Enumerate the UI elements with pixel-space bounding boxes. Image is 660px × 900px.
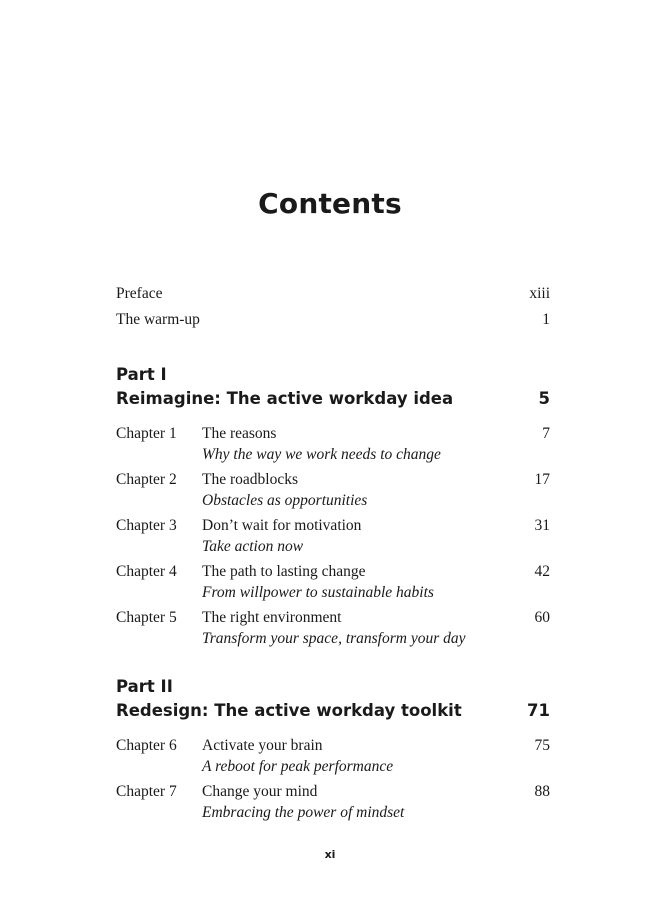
chapter-entry[interactable] [116, 736, 550, 782]
entry-label: Preface [116, 285, 163, 302]
part-page: 71 [527, 701, 550, 720]
part-title[interactable] [116, 388, 550, 414]
table-of-contents [116, 284, 550, 828]
part-label: Part I [116, 365, 167, 384]
part-label: Part II [116, 677, 173, 696]
chapter-entry[interactable] [116, 608, 550, 654]
chapter-number: Chapter 6 [116, 737, 177, 754]
page-number: xi [324, 848, 336, 861]
part-page: 5 [538, 389, 550, 408]
page-title: Contents [258, 187, 402, 220]
chapter-number: Chapter 3 [116, 517, 177, 534]
chapter-page: 7 [542, 425, 550, 442]
chapter-number: Chapter 1 [116, 425, 177, 442]
toc-entry-preface[interactable] [116, 284, 550, 310]
chapter-number: Chapter 7 [116, 783, 177, 800]
chapter-title: Activate your brain [202, 737, 323, 754]
chapter-title: The right environment [202, 609, 342, 626]
chapter-subtitle: From willpower to sustainable habits [202, 584, 434, 601]
chapter-page: 60 [534, 609, 550, 626]
chapter-entry[interactable] [116, 562, 550, 608]
chapter-entry[interactable] [116, 782, 550, 828]
chapter-subtitle: Why the way we work needs to change [202, 446, 441, 463]
chapter-page: 42 [534, 563, 550, 580]
chapter-number: Chapter 2 [116, 471, 177, 488]
chapter-title: The path to lasting change [202, 563, 366, 580]
part-1-heading [116, 364, 550, 414]
chapter-page: 75 [534, 737, 550, 754]
entry-label: The warm-up [116, 311, 200, 328]
part-1-chapters [116, 424, 550, 654]
chapter-number: Chapter 5 [116, 609, 177, 626]
chapter-entry[interactable] [116, 516, 550, 562]
chapter-page: 88 [534, 783, 550, 800]
part-2-heading [116, 676, 550, 726]
part-title[interactable] [116, 700, 550, 726]
entry-page: xiii [529, 285, 550, 302]
chapter-title: Don’t wait for motivation [202, 517, 362, 534]
part-title-text: Redesign: The active workday toolkit [116, 701, 462, 720]
entry-page: 1 [542, 311, 550, 328]
part-2-chapters [116, 736, 550, 828]
chapter-entry[interactable] [116, 424, 550, 470]
part-title-text: Reimagine: The active workday idea [116, 389, 454, 408]
chapter-subtitle: Embracing the power of mindset [202, 804, 405, 821]
chapter-subtitle: Take action now [202, 538, 304, 555]
toc-entry-warm-up[interactable] [116, 310, 550, 336]
chapter-title: The roadblocks [202, 471, 298, 488]
chapter-subtitle: A reboot for peak performance [202, 758, 394, 775]
chapter-subtitle: Obstacles as opportunities [202, 492, 368, 509]
chapter-page: 31 [534, 517, 550, 534]
chapter-number: Chapter 4 [116, 563, 177, 580]
chapter-title: Change your mind [202, 783, 318, 800]
chapter-subtitle: Transform your space, transform your day [202, 630, 466, 647]
chapter-title: The reasons [202, 425, 277, 442]
chapter-page: 17 [534, 471, 550, 488]
chapter-entry[interactable] [116, 470, 550, 516]
